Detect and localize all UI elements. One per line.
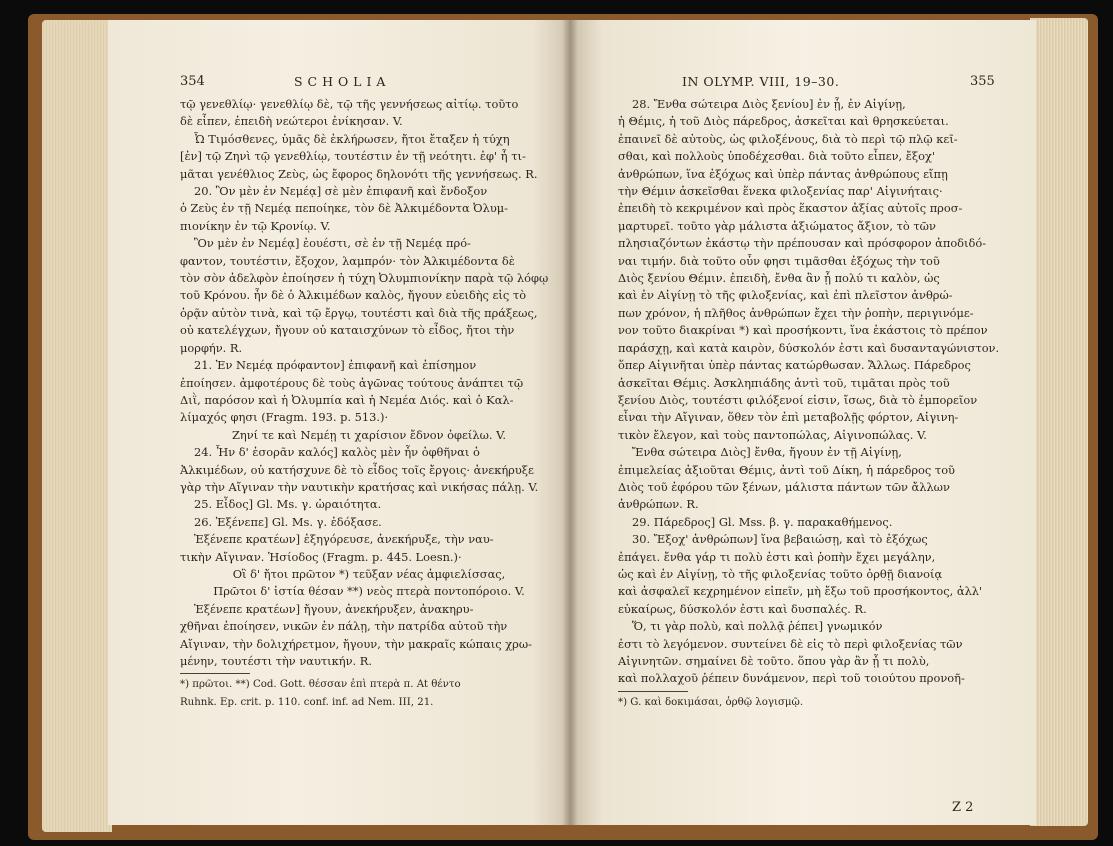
text-line: τὸν σὸν ἀδελφὸν ἐποίησεν ἡ τύχη Ὀλυμπιονίκην παρὰ τῷ λόφῳ <box>180 271 549 286</box>
text-line: ἀνθρώπων, ἵνα ἐξόχως καὶ ὑπὲρ πάντας ἀνθρώπους εἴπῃ <box>618 166 948 181</box>
text-line: ἡ Θέμις, ἡ τοῦ Διὸς πάρεδρος, ἀσκεῖται καὶ θρησκεύεται. <box>618 114 949 129</box>
text-line: 30. Ἔξοχ' ἀνθρώπων] ἵνα βεβαιώσῃ, καὶ τὸ ἐξόχως <box>632 532 928 547</box>
text-line: οὐ κατελέγχων, ἤγουν οὐ καταισχύνων τὸ εἶδος, ἤτοι τὴν <box>180 323 515 338</box>
text-line: Ἐξένεπε κρατέων] ἤγουν, ἀνεκήρυξεν, ἀνακηρυ- <box>194 601 474 616</box>
text-line: ἐπιμελείας ἀξιοῦται Θέμις, ἀντὶ τοῦ Δίκη, ἡ πάρεδρος τοῦ <box>618 462 955 477</box>
text-line: Διὸς ξενίου Θέμιν. ἐπειδὴ, ἔνθα ἂν ᾖ πολύ τι καλὸν, ὡς <box>618 271 940 286</box>
text-line: Ἀλκιμέδων, οὐ κατήσχυνε δὲ τὸ εἶδος τοῖς ἔργοις· ἀνεκήρυξε <box>180 462 534 477</box>
text-line: παράσχῃ, καὶ κατὰ καιρὸν, δύσκολόν ἐστι καὶ δυσανταγώνιστον. <box>618 340 1000 355</box>
text-line: εἶναι τὴν Αἴγιναν, ὅθεν τὸν ἐπὶ μεταβολῇς φόρτον, Αἰγινη- <box>618 410 959 425</box>
text-line: σθαι, καὶ πολλοὺς ὑποδέχεσθαι. διὰ τοῦτο εἶπεν, ἔξοχ' <box>618 149 936 164</box>
text-line: καὶ ἀσφαλεῖ κεχρημένον εἰπεῖν, μὴ ἔξω τοῦ προσήκοντος, ἀλλ' <box>618 584 983 599</box>
text-line: εὐκαίρως, δύσκολόν ἐστι καὶ δυσπαλές. R. <box>618 601 867 616</box>
text-line: μένην, τουτέστι τὴν ναυτικήν. R. <box>180 654 372 668</box>
text-line: ξενίου Διὸς, τουτέστι φιλόξενοί εἰσιν, ἴσως, διὰ τὸ ἐμπορεῖον <box>618 392 978 407</box>
text-line: Ὅ, τι γὰρ πολὺ, καὶ πολλᾷ ῥέπει] γνωμικόν <box>632 619 883 634</box>
text-line: Πρῶτοι δ' ἱστία θέσαν **) νεὸς πτερὰ ποντοπόροιο. V. <box>213 584 525 599</box>
text-line: ἐστι τὸ λεγόμενον. συντείνει δὲ εἰς τὸ περὶ φιλοξενίας τῶν <box>618 636 963 651</box>
text-line: Ἔνθα σώτειρα Διὸς] ἔνθα, ἤγουν ἐν τῇ Αἰγίνῃ, <box>632 445 902 460</box>
text-line: 25. Εἶδος] Gl. Ms. γ. ὡραιότητα. <box>194 497 382 512</box>
text-line: ἐπάγει. ἔνθα γάρ τι πολὺ ἐστι καὶ ῥοπὴν ἔχει μεγάλην, <box>618 549 936 564</box>
text-line: καὶ πολλαχοῦ ῥέπειν δυνάμενον, περὶ τοῦ τοιούτου προνοῆ- <box>618 671 965 686</box>
text-line: πων χρόνον, ἡ πλῆθος ἀνθρώπων ἔχει τὴν ῥοπὴν, περιγινόμε- <box>618 305 974 320</box>
text-line: Αἰγινητῶν. σημαίνει δὲ τοῦτο. ὅπου γὰρ ἂν ᾖ τι πολὺ, <box>618 654 930 668</box>
text-line: ὅπερ Αἰγινῆται ὑπὲρ πάντας κατώρθωσαν. Ἄλλως. Πάρεδρος <box>618 358 971 373</box>
text-line: [ἐν] τῷ Ζηνὶ τῷ γενεθλίῳ, τουτέστιν ἐν τῇ νεότητι. ἐφ' ἧ τι- <box>180 149 526 164</box>
text-line: τικὸν ἔλεγον, καὶ τοὺς παντοπώλας, Αἰγινοπώλας. V. <box>618 427 927 442</box>
text-line: δὲ εἶπεν, ἐπειδὴ νεώτεροι ἐνίκησαν. V. <box>180 114 403 129</box>
text-line: ὁ Ζεὺς ἐν τῇ Νεμέᾳ πεποίηκε, τὸν δὲ Ἀλκιμέδοντα Ὀλυμ- <box>180 201 509 216</box>
text-line: ὡς καὶ ἐν Αἰγίνῃ, τὸ τῆς φιλοξενίας τοῦτο ὀρθῇ διανοίᾳ <box>618 566 943 581</box>
text-line: 29. Πάρεδρος] Gl. Mss. β. γ. παρακαθήμενος. <box>632 514 893 529</box>
text-line: πιονίκην ἐν τῷ Κρονίῳ. V. <box>180 218 331 233</box>
text-line: ἀσκεῖται Θέμις. Ἀσκληπιάδης ἀντὶ τοῦ, τιμᾶται πρὸς τοῦ <box>618 375 950 390</box>
book-gutter <box>562 20 578 825</box>
text-line: ἐπειδὴ τὸ κεκριμένον καὶ πρὸς ἕκαστον ἀξίας αὐτοῖς προσ- <box>618 201 963 216</box>
text-line: γὰρ τὴν Αἴγιναν τὴν ναυτικὴν κρατήσας καὶ νικήσας πάλῃ. V. <box>180 479 539 494</box>
text-line: νον τοῦτο διακρίναι *) καὶ προσήκοντι, ἵνα ἑκάστοις τὸ πρέπον <box>618 323 988 338</box>
signature-mark: Z 2 <box>952 800 974 815</box>
text-line: μαρτυρεῖ. τοῦτο γὰρ μάλιστα ἀξιώματος ἄξιον, τὸ τῶν <box>618 218 936 233</box>
left-page-text <box>180 96 558 711</box>
page-edges-right <box>1030 18 1088 826</box>
footnote: *) πρῶτοι. **) Cod. Gott. θέσσαν ἐπὶ πτερὰ π. At θέντο <box>180 679 461 691</box>
text-line: πλησιαζόντων ἑκάστῳ τὴν πρέπουσαν καὶ πρόσφορον ἀποδιδό- <box>618 236 987 251</box>
footnote-rule <box>180 673 250 674</box>
page-edges-left <box>42 20 112 832</box>
text-line: τικὴν Αἴγιναν. Ἡσίοδος (Fragm. p. 445. Loesn.)· <box>180 549 462 564</box>
text-line: 28. Ἔνθα σώτειρα Διὸς ξενίου] ἐν ᾗ, ἐν Αἰγίνῃ, <box>632 97 906 111</box>
text-line: ἀνθρώπων. R. <box>618 497 699 512</box>
footnote-rule <box>618 691 688 692</box>
running-header-left: S C H O L I A <box>294 74 386 89</box>
text-line: λίμαχός φησι (Fragm. 193. p. 513.)· <box>180 410 389 425</box>
text-line: 26. Ἐξένεπε] Gl. Ms. γ. ἐδόξασε. <box>194 514 382 529</box>
text-line: Ὦ Τιμόσθενες, ὑμᾶς δὲ ἐκλήρωσεν, ἤτοι ἔταξεν ἡ τύχη <box>194 131 510 146</box>
text-line: τῷ γενεθλίῳ· γενεθλίῳ δὲ, τῷ τῆς γεννήσεως αἰτίῳ. τοῦτο <box>180 97 519 111</box>
page-number-right: 355 <box>970 74 995 89</box>
text-line: ὁρᾷν αὐτὸν τινὰ, καὶ τῷ ἔργῳ, τουτέστι καὶ διὰ τῆς πράξεως, <box>180 305 538 320</box>
right-page-text <box>618 96 1004 711</box>
right-page <box>570 20 1036 825</box>
text-line: τοῦ Κρόνου. ἦν δὲ ὁ Ἀλκιμέδων καλὸς, ἤγουν εὐειδὴς εἰς τὸ <box>180 288 527 303</box>
text-line: καὶ ἐν Αἰγίνῃ τὸ τῆς φιλοξενίας, καὶ ἐπὶ πλεῖστον ἀνθρώ- <box>618 288 953 303</box>
text-line: μορφήν. R. <box>180 340 243 355</box>
text-line: Ἐξένεπε κρατέων] ἐξηγόρευσε, ἀνεκήρυξε, τὴν ναυ- <box>194 532 494 547</box>
text-line: ἐπαινεῖ δὲ αὐτοὺς, ὡς φιλοξένους, διὰ τὸ περὶ τῷ πλῷ κεῖ- <box>618 131 958 146</box>
text-line: Διὸς τοῦ ἐφόρου τῶν ξένων, μάλιστα πάντων τῶν ἄλλων <box>618 479 950 494</box>
left-page <box>108 20 570 825</box>
running-header-right: IN OLYMP. VIII, 19–30. <box>682 74 840 89</box>
text-line: φαντον, τουτέστιν, ἔξοχον, λαμπρόν· τὸν Ἀλκιμέδοντα δὲ <box>180 253 515 268</box>
text-line: τὴν Θέμιν ἀσκεῖσθαι ἕνεκα φιλοξενίας παρ' Αἰγινήταις· <box>618 184 943 199</box>
text-line: 20. Ὃν μὲν ἐν Νεμέᾳ] σὲ μὲν ἐπιφανῆ καὶ ἔνδοξον <box>194 184 488 199</box>
footnote: Ruhnk. Ep. crit. p. 110. conf. inf. ad Nem. III, 21. <box>180 696 434 708</box>
text-line: μᾶται γενέθλιος Ζεὺς, ὡς ἔφορος δηλονότι τῆς γεννήσεως. R. <box>180 166 538 181</box>
text-line: Ζηνί τε καὶ Νεμέῃ τι χαρίσιον ἔδνον ὀφείλω. V. <box>232 427 506 442</box>
text-line: χθῆναι ἐποίησεν, νικῶν ἐν πάλῃ, τὴν πατρίδα αὐτοῦ τὴν <box>180 619 508 634</box>
text-line: Οἳ δ' ἤτοι πρῶτον *) τεῦξαν νέας ἀμφιελίσσας, <box>232 566 506 581</box>
text-line: 24. Ἦν δ' ἐσορᾶν καλός] καλὸς μὲν ἦν ὀφθῆναι ὁ <box>194 445 480 460</box>
footnote: *) G. καὶ δοκιμάσαι, ὀρθῷ λογισμῷ. <box>618 696 804 708</box>
text-line: 21. Ἐν Νεμέᾳ πρόφαντον] ἐπιφανῆ καὶ ἐπίσημον <box>194 358 477 373</box>
text-line: ἐποίησεν. ἀμφοτέρους δὲ τοὺς ἀγῶνας τούτους ἀνάπτει τῷ <box>180 375 524 390</box>
text-line: Ὃν μὲν ἐν Νεμέᾳ] ἐουέστι, σὲ ἐν τῇ Νεμέᾳ πρό- <box>194 236 471 251</box>
text-line: Αἴγιναν, τὴν δολιχήρετμον, ἤγουν, τὴν μακραῖς κώπαις χρω- <box>180 636 532 651</box>
text-line: ναι τιμήν. διὰ τοῦτο οὖν φησι τιμᾶσθαι ἐξόχως τὴν τοῦ <box>618 253 940 268</box>
text-line: Διῒ, παρόσον καὶ ἡ Ὀλυμπία καὶ ἡ Νεμέα Διός. καὶ ὁ Καλ- <box>180 392 514 407</box>
page-number-left: 354 <box>180 74 205 89</box>
